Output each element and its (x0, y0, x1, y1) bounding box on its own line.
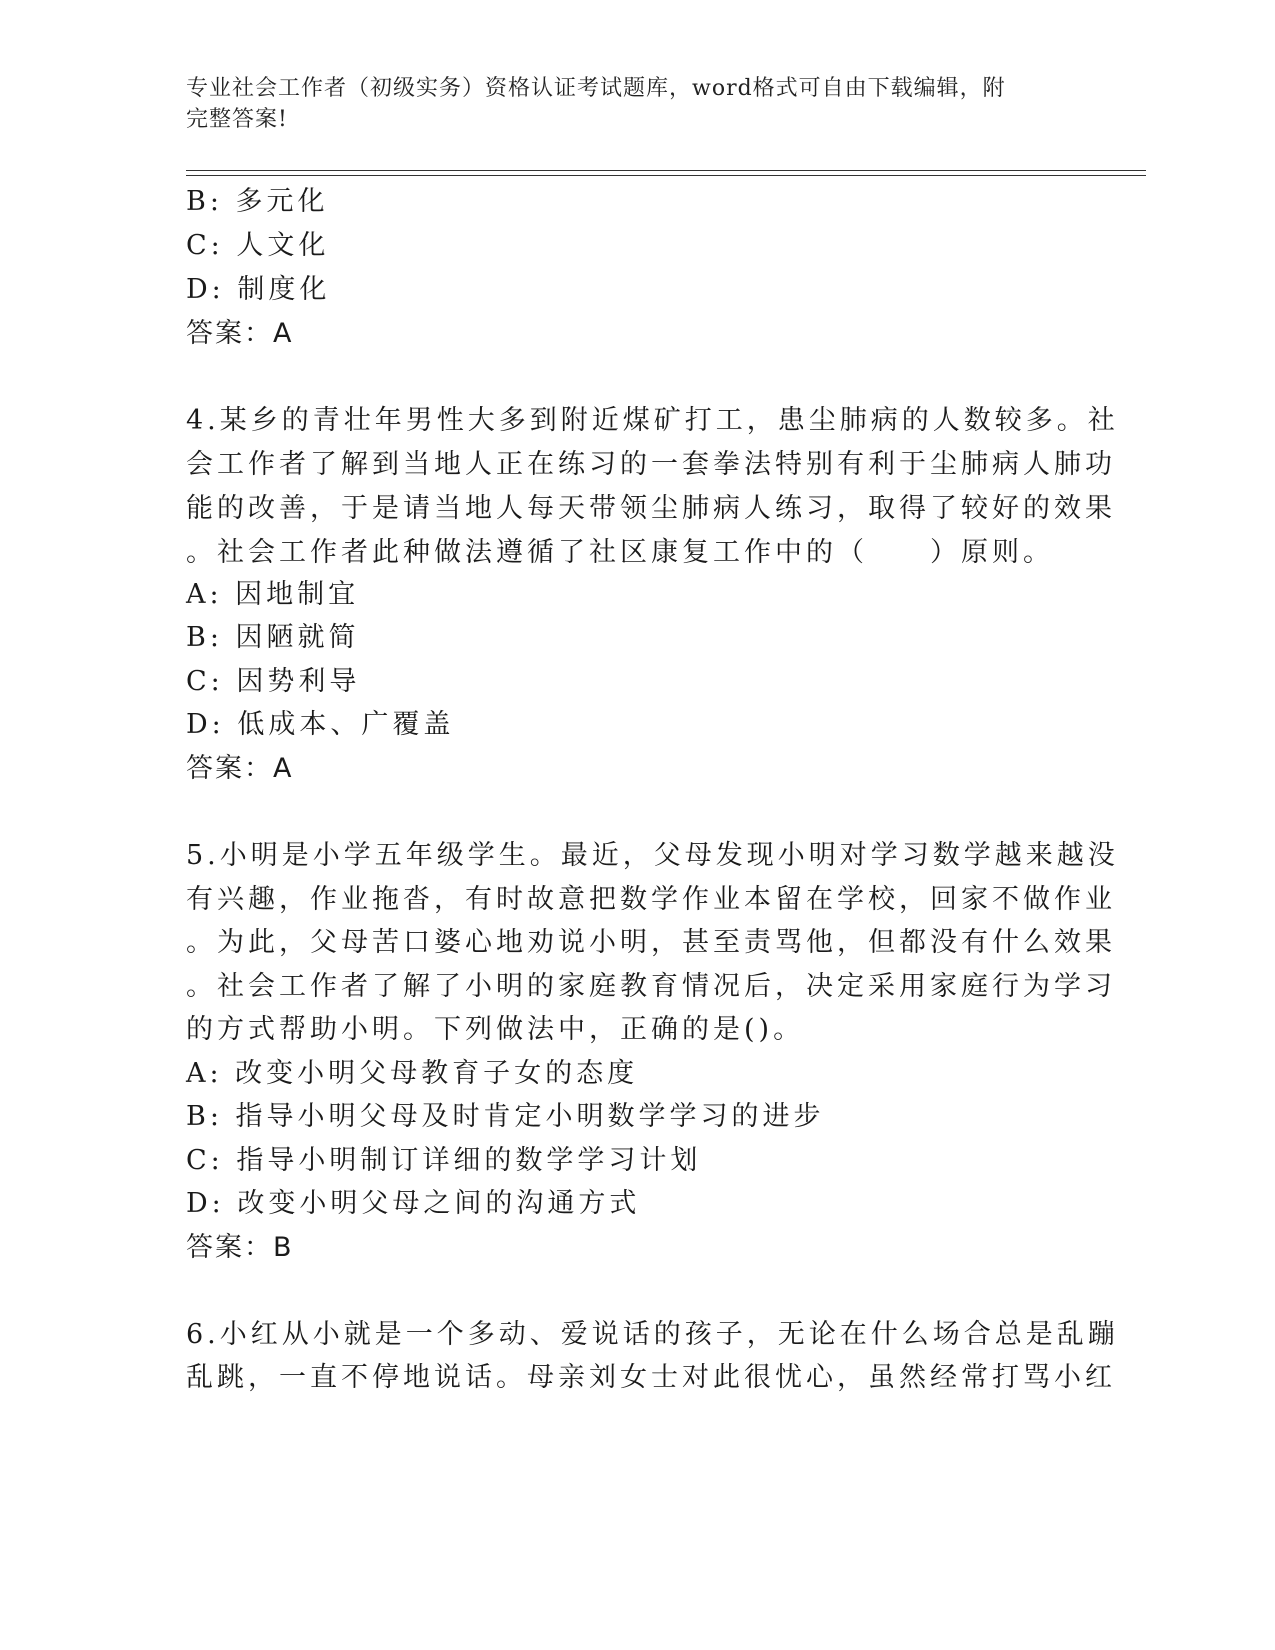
q5-stem-line-3: 。为此，父母苦口婆心地劝说小明，甚至责骂他，但都没有什么效果 (186, 927, 1116, 958)
q4-option-a: A: 因地制宜 (186, 579, 360, 610)
header-rule-top (186, 170, 1146, 171)
header-title-line-2: 完整答案! (186, 107, 288, 132)
q4-stem-line-3: 能的改善，于是请当地人每天带领尘肺病人练习，取得了较好的效果 (186, 493, 1116, 524)
q3-option-d: D: 制度化 (186, 274, 331, 305)
q4-answer: 答案：A (186, 753, 294, 784)
q4-stem-line-2: 会工作者了解到当地人正在练习的一套拳法特别有利于尘肺病人肺功 (186, 449, 1116, 480)
q5-answer: 答案：B (186, 1232, 294, 1263)
q6-stem-line-2: 乱跳，一直不停地说话。母亲刘女士对此很忧心，虽然经常打骂小红 (186, 1362, 1116, 1393)
header-title-line-1: 专业社会工作者（初级实务）资格认证考试题库，word格式可自由下载编辑，附 (186, 76, 1006, 101)
q4-option-c: C: 因势利导 (186, 666, 361, 697)
q6-stem-line-1: 6.小红从小就是一个多动、爱说话的孩子，无论在什么场合总是乱蹦 (186, 1319, 1119, 1350)
q5-option-c: C: 指导小明制订详细的数学学习计划 (186, 1145, 702, 1176)
q5-option-d: D: 改变小明父母之间的沟通方式 (186, 1188, 641, 1219)
q5-stem-line-2: 有兴趣，作业拖沓，有时故意把数学作业本留在学校，回家不做作业 (186, 884, 1116, 915)
header-rule-bottom (186, 175, 1146, 176)
q5-stem-line-1: 5.小明是小学五年级学生。最近，父母发现小明对学习数学越来越没 (186, 840, 1119, 871)
q3-option-b: B: 多元化 (186, 186, 329, 217)
q4-stem-line-1: 4.某乡的青壮年男性大多到附近煤矿打工，患尘肺病的人数较多。社 (186, 405, 1119, 436)
q3-answer: 答案：A (186, 318, 294, 349)
q5-option-b: B: 指导小明父母及时肯定小明数学学习的进步 (186, 1101, 825, 1132)
document-header (186, 73, 1066, 135)
q4-option-b: B: 因陋就简 (186, 622, 360, 653)
q4-option-d: D: 低成本、广覆盖 (186, 709, 455, 740)
q4-stem-line-4: 。社会工作者此种做法遵循了社区康复工作中的（ ）原则。 (186, 537, 1054, 568)
q5-option-a: A: 改变小明父母教育子女的态度 (186, 1058, 639, 1089)
q5-stem-line-5: 的方式帮助小明。下列做法中，正确的是()。 (186, 1014, 805, 1045)
q5-stem-line-4: 。社会工作者了解了小明的家庭教育情况后，决定采用家庭行为学习 (186, 971, 1116, 1002)
q3-option-c: C: 人文化 (186, 230, 330, 261)
